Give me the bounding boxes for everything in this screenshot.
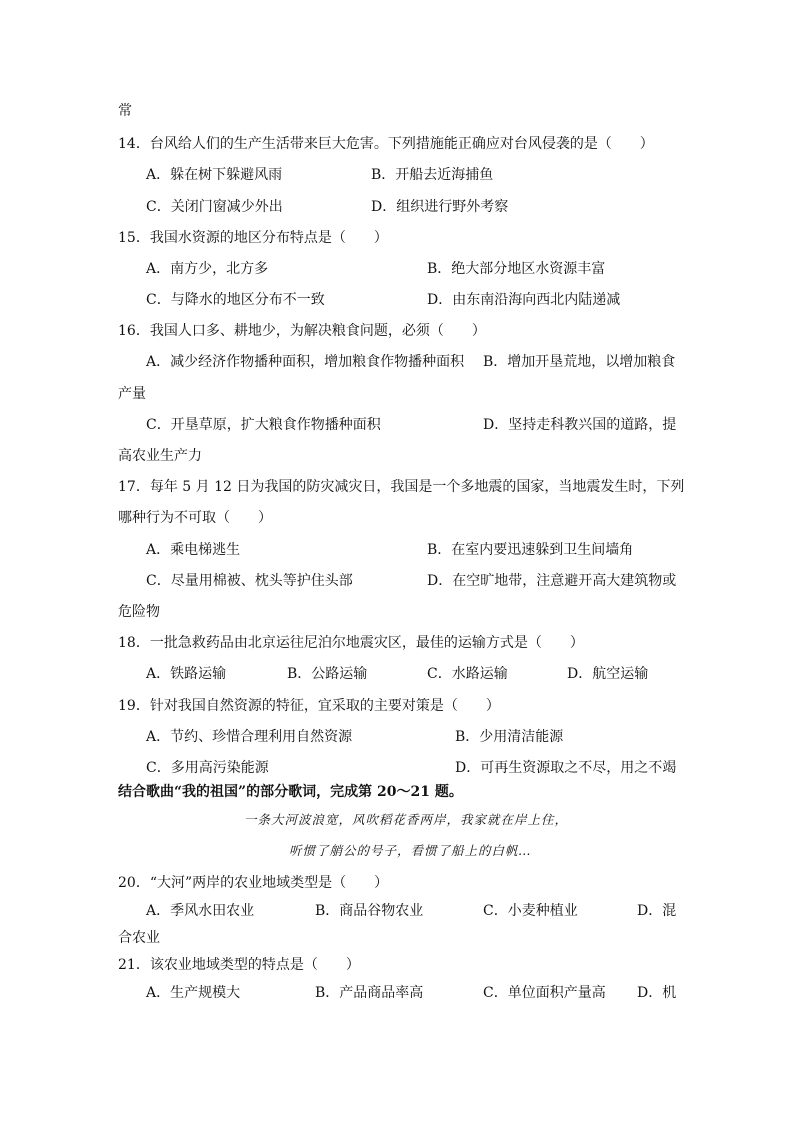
option-d: D．组织进行野外考察	[371, 199, 509, 215]
option-c: C．与降水的地区分布不一致	[146, 292, 325, 308]
option-b: B．在室内要迅速躲到卫生间墙角	[427, 542, 634, 558]
option-a: A．躲在树下躲避风雨	[146, 167, 283, 183]
option-b: B．商品谷物农业	[315, 903, 424, 919]
option-d-continued: 危险物	[118, 604, 160, 620]
option-d: D．混	[637, 903, 677, 919]
question-stem: 20．“大河”两岸的农业地域类型是（ ）	[118, 875, 389, 891]
option-c: C．水路运输	[427, 666, 508, 682]
question-stem: 17．每年 5 月 12 日为我国的防灾减灾日，我国是一个多地震的国家，当地震发生时，下列	[118, 479, 685, 495]
option-b: B．公路运输	[287, 666, 368, 682]
lyrics-line-1: 一条大河波浪宽，风吹稻花香两岸，我家就在岸上住，	[244, 812, 569, 827]
option-b: B．少用清洁能源	[455, 729, 564, 745]
option-c: C．关闭门窗减少外出	[146, 199, 283, 215]
option-c: C．小麦种植业	[483, 903, 578, 919]
option-a: A．节约、珍惜合理利用自然资源	[146, 729, 353, 745]
option-b: B．绝大部分地区水资源丰富	[427, 261, 606, 277]
option-a: A．乘电梯逃生	[146, 542, 241, 558]
page-fragment: 常	[118, 103, 132, 119]
option-c: C．开垦草原，扩大粮食作物播种面积	[146, 417, 381, 433]
option-d-continued: 合农业	[118, 930, 160, 946]
option-a: A．南方少，北方多	[146, 261, 269, 277]
option-b: B．开船去近海捕鱼	[371, 167, 494, 183]
lyrics-line-2: 听惯了艄公的号子，看惯了船上的白帆…	[289, 843, 533, 858]
question-stem: 21．该农业地域类型的特点是（ ）	[118, 957, 360, 973]
option-b: B．增加开垦荒地，以增加粮食	[483, 354, 676, 370]
option-d-continued: 高农业生产力	[118, 448, 202, 464]
question-stem: 16．我国人口多、耕地少，为解决粮食问题，必须（ ）	[118, 323, 486, 339]
option-d: D．坚持走科教兴国的道路，提	[483, 417, 677, 433]
option-c: C．尽量用棉被、枕头等护住头部	[146, 573, 353, 589]
question-stem: 19．针对我国自然资源的特征，宜采取的主要对策是（ ）	[118, 698, 500, 714]
option-a: A．生产规模大	[146, 985, 241, 1001]
option-b-continued: 产量	[118, 386, 146, 402]
option-b: B．产品商品率高	[315, 985, 424, 1001]
option-d: D．由东南沿海向西北内陆递减	[427, 292, 621, 308]
option-d: D．航空运输	[567, 666, 649, 682]
option-a: A．铁路运输	[146, 666, 227, 682]
option-d: D．可再生资源取之不尽，用之不竭	[455, 760, 677, 776]
option-c: C．多用高污染能源	[146, 760, 269, 776]
option-d: D．机	[637, 985, 677, 1001]
question-stem: 15．我国水资源的地区分布特点是（ ）	[118, 230, 388, 246]
option-a: A．减少经济作物播种面积，增加粮食作物播种面积	[146, 354, 465, 370]
question-stem-continued: 哪种行为不可取（ ）	[118, 510, 272, 526]
option-a: A．季风水田农业	[146, 903, 255, 919]
question-stem: 14．台风给人们的生产生活带来巨大危害。下列措施能正确应对台风侵袭的是（ ）	[118, 136, 654, 152]
section-heading: 结合歌曲“我的祖国”的部分歌词，完成第 20～21 题。	[118, 784, 463, 800]
question-stem: 18．一批急救药品由北京运往尼泊尔地震灾区，最佳的运输方式是（ ）	[118, 635, 584, 651]
option-d: D．在空旷地带，注意避开高大建筑物或	[427, 573, 677, 589]
option-c: C．单位面积产量高	[483, 985, 606, 1001]
